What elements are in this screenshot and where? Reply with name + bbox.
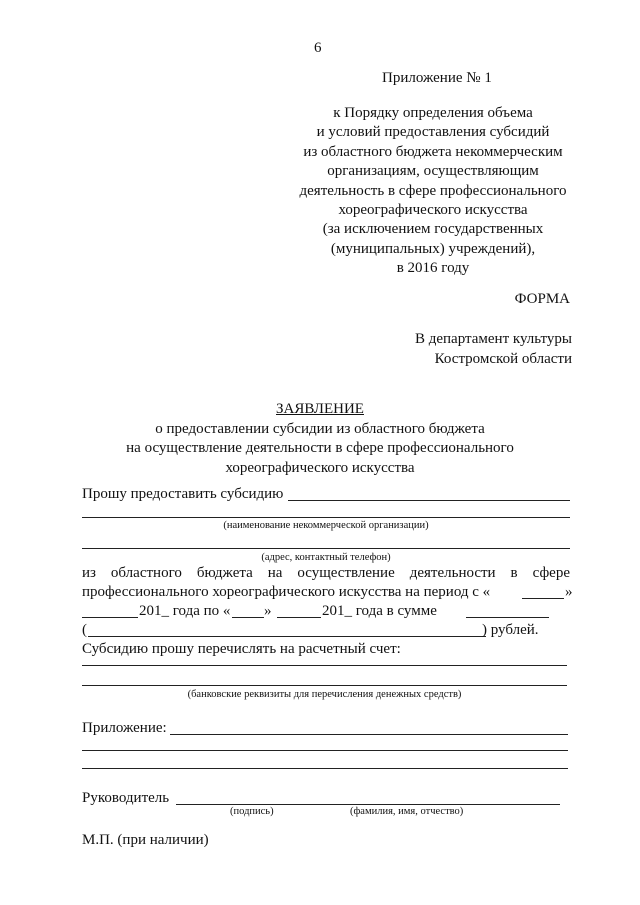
appendix-title: Приложение № 1: [382, 70, 492, 86]
amount-field[interactable]: [466, 617, 549, 618]
heading-line: на осуществление деятельности в сфере профессионального: [126, 440, 514, 456]
paragraph-line-3a: 201_ года по «: [139, 603, 231, 619]
period-start-day-field[interactable]: [522, 598, 564, 599]
appendix-line: (за исключением государственных: [322, 221, 544, 238]
head-label: Руководитель: [82, 790, 170, 806]
account-field[interactable]: [82, 665, 567, 666]
paragraph-line-2: профессионального хореографического искусства на период с «: [82, 584, 491, 600]
head-signature-field[interactable]: [176, 804, 560, 805]
statement-heading: [0, 400, 640, 478]
appendix-line: организациям, осуществляющим: [327, 163, 539, 180]
rubles-label: ) рублей.: [482, 622, 539, 638]
name-caption: (фамилия, имя, отчество): [350, 806, 464, 817]
addressee-line: Костромской области: [434, 351, 572, 367]
statement-title: ЗАЯВЛЕНИЕ: [276, 401, 364, 417]
period-end-day-field[interactable]: [232, 617, 264, 618]
period-start-month-field[interactable]: [82, 617, 138, 618]
bank-caption: (банковские реквизиты для перечисления денежных средств): [187, 689, 462, 700]
attachment-field-2[interactable]: [82, 750, 568, 751]
quote-close: »: [565, 584, 573, 600]
paragraph-line-1: из областного бюджета на осуществление деятельности в сфере: [82, 565, 570, 581]
signature-caption: (подпись): [230, 806, 274, 817]
open-paren: (: [82, 622, 87, 638]
address-field[interactable]: [82, 548, 570, 549]
org-caption: (наименование некоммерческой организации): [223, 520, 429, 531]
appendix-line: в 2016 году: [396, 260, 470, 277]
request-label: Прошу предоставить субсидию: [82, 486, 284, 502]
heading-line: хореографического искусства: [225, 459, 415, 476]
heading-line: о предоставлении субсидии из областного бюджета: [155, 420, 485, 437]
appendix-line: (муниципальных) учреждений),: [330, 240, 536, 257]
addressee-line: В департамент культуры: [414, 331, 572, 347]
page-number: 6: [314, 40, 322, 56]
amount-words-field[interactable]: [88, 636, 486, 637]
attachment-field[interactable]: [170, 734, 568, 735]
appendix-line: деятельность в сфере профессионального: [299, 182, 567, 199]
appendix-line: к Порядку определения объема: [333, 105, 533, 121]
appendix-line: хореографического искусства: [338, 202, 528, 219]
appendix-line: и условий предоставления субсидий: [316, 124, 550, 141]
account-label: Субсидию прошу перечислять на расчетный счет:: [82, 641, 401, 657]
period-end-month-field[interactable]: [277, 617, 321, 618]
attachment-label: Приложение:: [82, 720, 167, 736]
quote-close-2: »: [264, 603, 272, 619]
organization-field[interactable]: [288, 500, 570, 501]
addressee: [415, 329, 572, 369]
appendix-text: [288, 104, 578, 279]
account-field-2[interactable]: [82, 685, 567, 686]
appendix-line: из областного бюджета некоммерческим: [303, 143, 563, 160]
organization-field-2[interactable]: [82, 517, 570, 518]
stamp-label: М.П. (при наличии): [82, 832, 209, 848]
address-caption: (адрес, контактный телефон): [261, 552, 391, 563]
attachment-field-3[interactable]: [82, 768, 568, 769]
paragraph-line-3c: 201_ года в сумме: [322, 603, 437, 619]
form-label: ФОРМА: [514, 291, 570, 307]
